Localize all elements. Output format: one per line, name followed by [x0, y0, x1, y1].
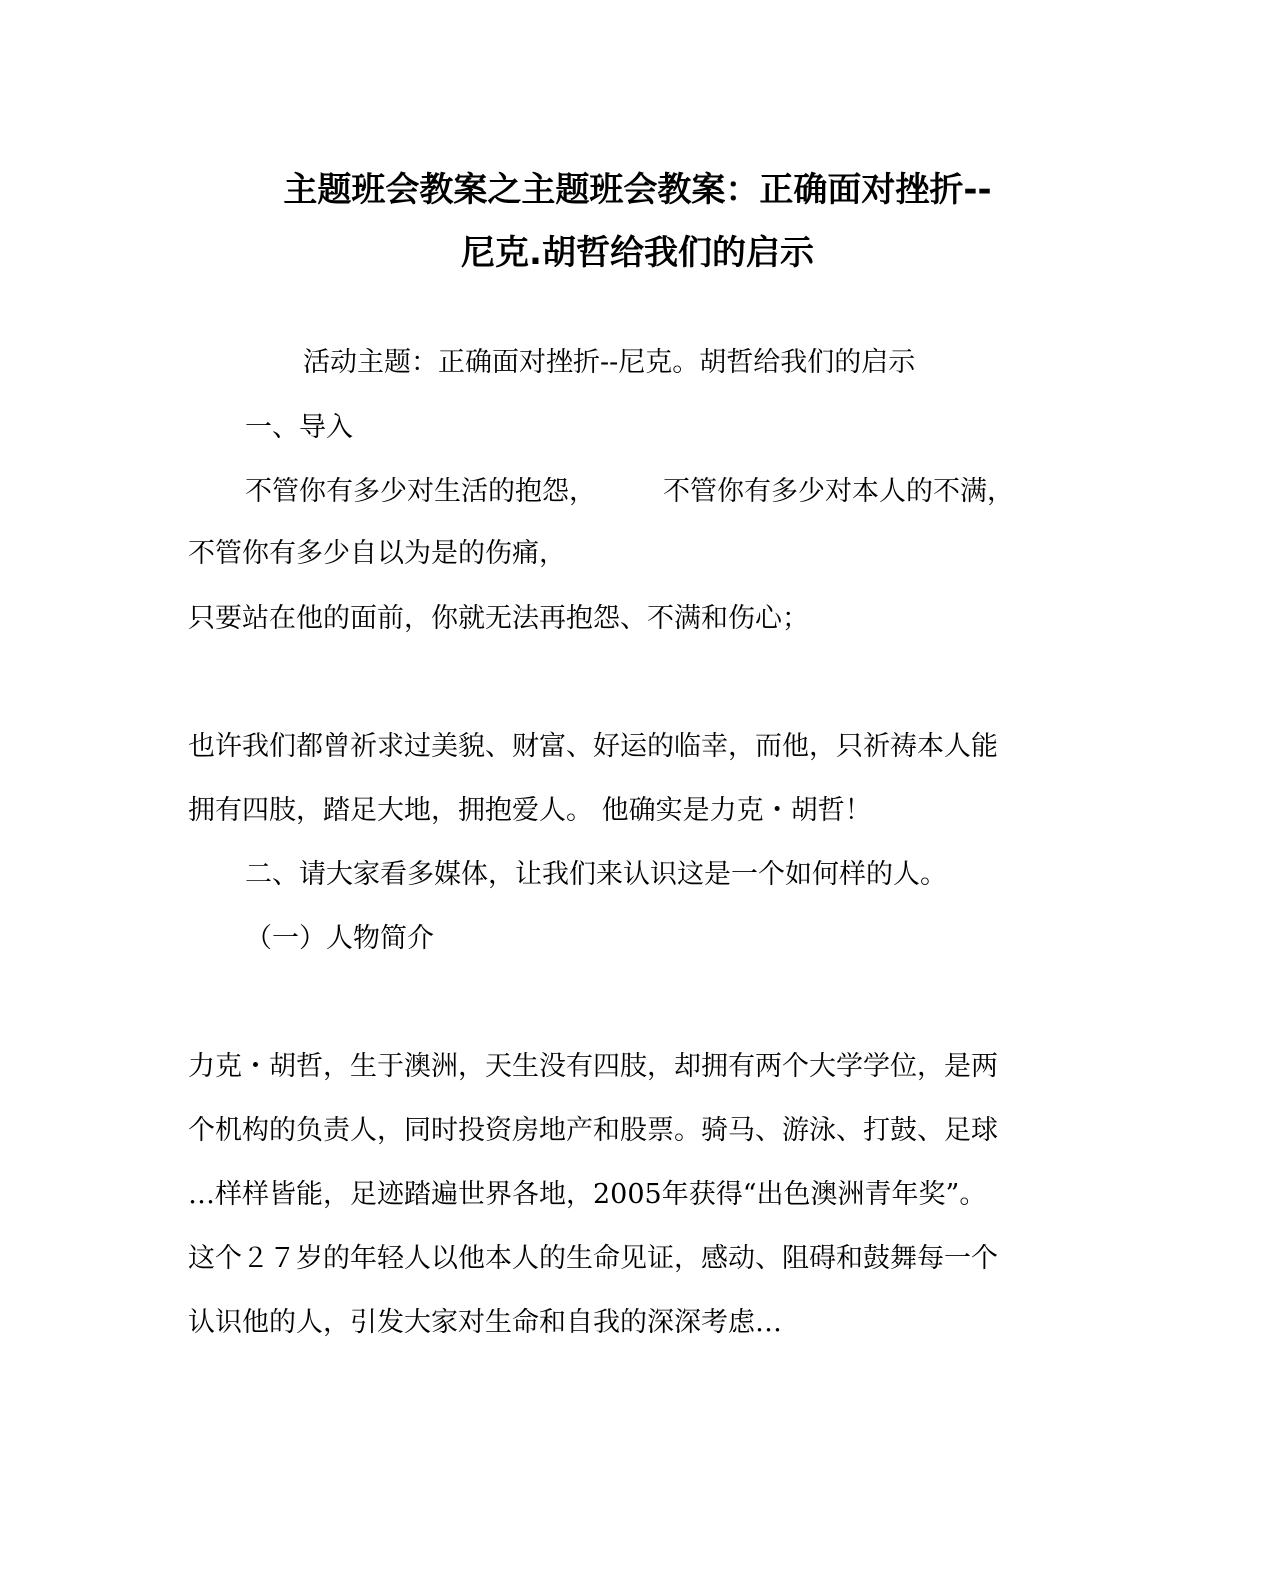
document-title-line-2: 尼克.胡哲给我们的启示: [461, 233, 814, 273]
paragraph-2-line-2: 拥有四肢，踏足大地，拥抱爱人。 他确实是力克・胡哲！: [188, 795, 872, 826]
document-title-line-1: 主题班会教案之主题班会教案：正确面对挫折--: [283, 170, 992, 210]
bio-line-2: 个机构的负责人，同时投资房地产和股票。骑马、游泳、打鼓、足球: [188, 1115, 998, 1146]
intro-line-3: 只要站在他的面前，你就无法再抱怨、不满和伤心；: [188, 603, 809, 634]
bio-line-4: 这个２７岁的年轻人以他本人的生命见证，感动、阻碍和鼓舞每一个: [188, 1243, 998, 1274]
intro-line-1-part-1: 不管你有多少对生活的抱怨，: [245, 476, 596, 507]
intro-line-1-part-2: 不管你有多少对本人的不满，: [663, 476, 1014, 507]
bio-line-3: …样样皆能，足迹踏遍世界各地，2005年获得“出色澳洲青年奖”。: [188, 1179, 987, 1210]
intro-line-2: 不管你有多少自以为是的伤痛，: [188, 538, 566, 569]
section-1-heading: 一、导入: [245, 412, 353, 443]
activity-theme: 活动主题：正确面对挫折--尼克。胡哲给我们的启示: [303, 347, 916, 378]
bio-line-1: 力克・胡哲，生于澳洲，天生没有四肢，却拥有两个大学学位，是两: [188, 1051, 998, 1082]
bio-line-5: 认识他的人，引发大家对生命和自我的深深考虑…: [188, 1307, 782, 1338]
subsection-1-heading: （一）人物简介: [245, 923, 434, 954]
section-2-heading: 二、请大家看多媒体，让我们来认识这是一个如何样的人。: [245, 859, 947, 890]
paragraph-2-line-1: 也许我们都曾祈求过美貌、财富、好运的临幸，而他，只祈祷本人能: [188, 731, 998, 762]
